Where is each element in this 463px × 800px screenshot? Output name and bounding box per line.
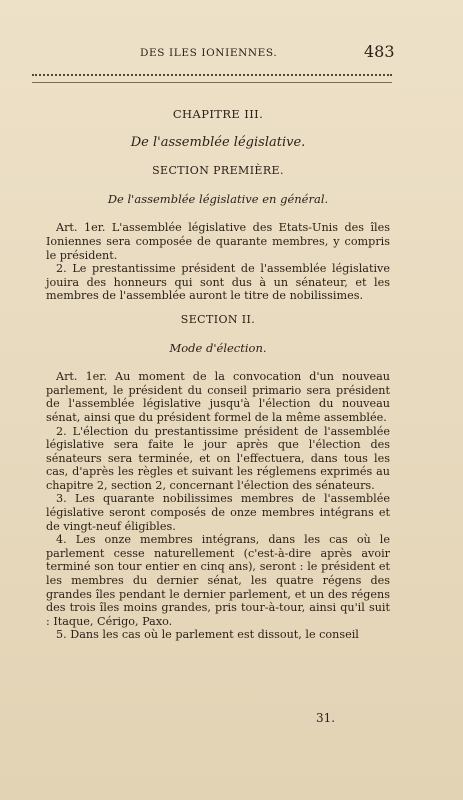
signature-mark: 31. xyxy=(316,711,336,725)
spacer xyxy=(46,303,390,313)
section-2-title: Mode d'élection. xyxy=(169,340,267,355)
section-1-heading: SECTION PREMIÈRE. xyxy=(152,164,284,178)
page-body xyxy=(46,108,390,642)
chapter-title: De l'assemblée législative. xyxy=(130,134,306,150)
section-2-article-5: 5. Dans les cas où le parlement est dissout, le conseil xyxy=(56,628,359,642)
article-1-paragraph: Art. 1er. L'assemblée législative des Etats-Unis des îles Ioniennes sera composée de quarante membres, y compris le président. xyxy=(46,221,390,262)
article-2-paragraph: 2. Le prestantissime président de l'assemblée législative jouira des honneurs qui sont dus à un sénateur, et les membres de l'assemblée auront le titre de nobilissimes. xyxy=(46,262,390,303)
section-2-article-3: 3. Les quarante nobilissimes membres de l'assemblée législative seront composés de onze membres intégrans et de vingt-neuf éligibles. xyxy=(46,492,390,533)
section-1-title: De l'assemblée législative en général. xyxy=(107,191,329,206)
decorative-rule xyxy=(32,74,392,83)
section-2-article-2: 2. L'élection du prestantissime président de l'assemblée législative sera faite le jour après que l'élection des sénateurs sera terminée, et on l'effectuera, dans tous les cas, d'après les règles et suivant les réglemens exprimés au chapitre 2, section 2, concernant l'élection des sénateurs. xyxy=(46,424,390,492)
chapter-heading: CHAPITRE III. xyxy=(172,107,264,121)
section-2-article-1: Art. 1er. Au moment de la convocation d'un nouveau parlement, le président du conseil primario sera président de l'assemblée législative jusqu'à l'élection du nouveau sénat, ainsi que du président formel de la même assemblée. xyxy=(46,370,390,424)
page-number: 483 xyxy=(364,42,395,61)
section-2-article-4: 4. Les onze membres intégrans, dans les cas où le parlement cesse naturellement (c'est-à-dire après avoir terminé son tour entier en cinq ans), seront : le président et les membres du dernier sénat, les quatre régens des grandes îles pendant le dernier parlement, et un des régens des trois îles moins grandes, pris tour-à-tour, ainsi qu'il suit : Itaque, Cérigo, Paxo. xyxy=(46,533,390,628)
section-2-heading: SECTION II. xyxy=(180,312,256,326)
running-title: DES ILES IONIENNES. xyxy=(140,47,278,59)
